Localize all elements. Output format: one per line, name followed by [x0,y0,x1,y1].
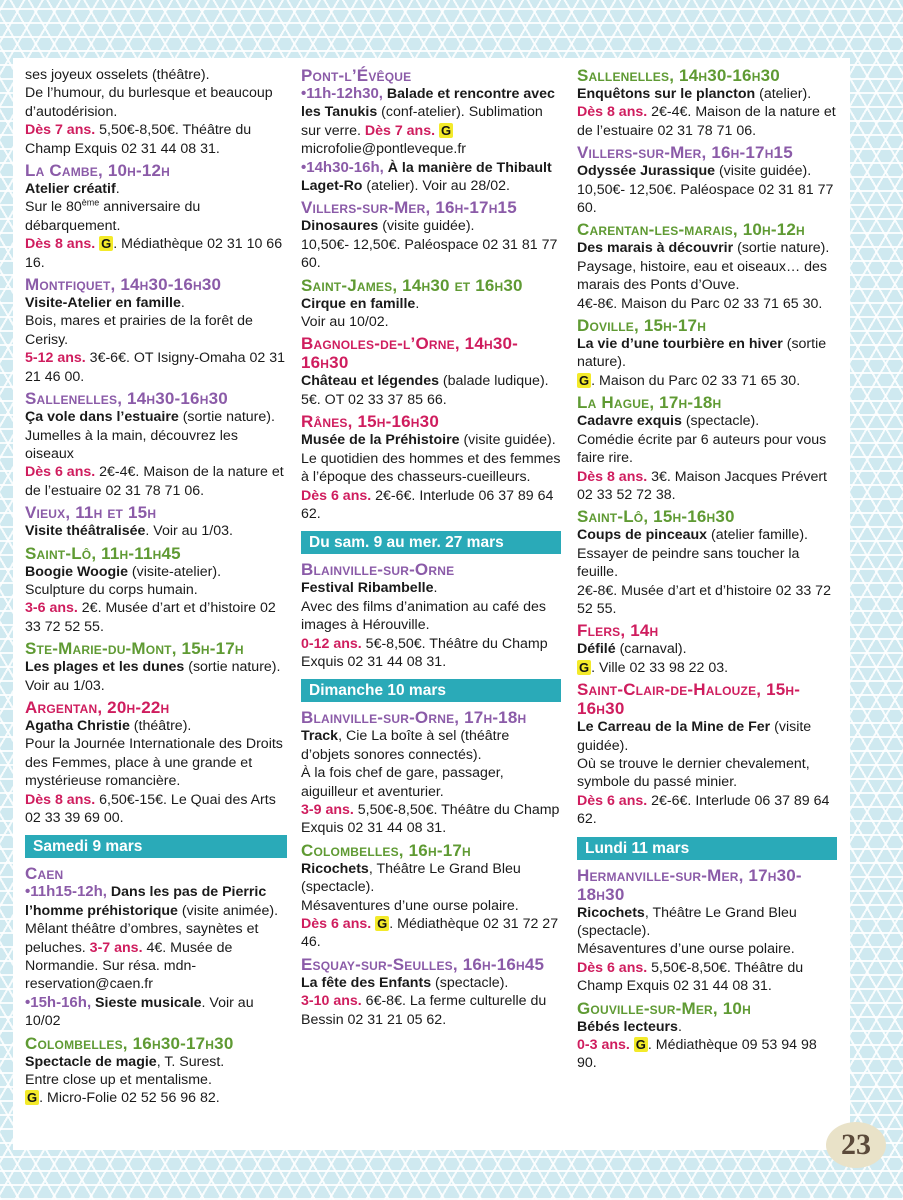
event-city-time: Gouville-sur-Mer, 10h [577,998,751,1018]
event-info: . Médiathèque 02 31 10 66 16. [25,236,283,271]
event-description: (conf-atelier). Sublimation sur verre. [301,104,543,139]
event-type: (spectacle). [681,413,760,430]
event-description: Mésaventures d’une ourse polaire. [301,897,519,914]
event-title: Atelier créatif [25,181,116,198]
event-type: (visite guidée). [715,163,812,180]
event-type: (visite guidée). [577,719,812,754]
event-city-time: Pont-l’Évêque [301,66,412,85]
event-info: 3€. Maison Jacques Prévert 02 33 52 72 38. [577,468,827,503]
punctuation: . [433,580,438,597]
event-city-time: Carentan-les-marais, 10h-12h [577,220,805,240]
event-city-time: Colombelles, 16h30-17h30 [25,1033,234,1053]
event-description: Comédie écrite par 6 auteurs pour vous faire rire. [577,431,827,467]
age-range: 5-12 ans. [25,350,86,367]
event-city-time: La Hague, 17h-18h [577,393,722,413]
event-title: Festival Ribambelle [301,580,434,597]
event-type: (atelier famille). [707,527,808,544]
event-city-time: Blainville-sur-Orne [301,560,455,580]
event-entry [577,220,837,313]
event-entry [301,560,561,671]
event-entry [577,66,837,140]
age-range: 3-10 ans. [301,993,362,1010]
event-info: 4€-8€. Maison du Parc 02 33 71 65 30. [577,295,823,312]
event-city-time: Sallenelles, 14h30-16h30 [25,389,228,409]
event-info: 2€-6€. Interlude 06 37 89 64 62. [301,487,554,522]
event-description: À la fois chef de gare, passager, aiguilleur et aventurier. [301,765,504,800]
event-type: (visite-atelier). [127,563,222,580]
event-title: Dinosaures [301,218,379,235]
event-title: Dans les pas de Pierric l’homme préhistorique [25,884,267,919]
event-info: . Ville 02 33 98 22 03. [591,659,729,676]
age-range: Dès 8 ans. [25,791,96,808]
event-info: 5,50€-8,50€. Théâtre du Champ Exquis 02 31 44 08 31. [577,959,804,995]
event-title: Ricochets [577,904,645,921]
event-title: Cirque en famille [301,295,416,312]
event-type: , T. Surest. [156,1053,225,1070]
event-entry [301,276,561,332]
event-title: Des marais à découvrir [577,240,734,257]
date-header-bar: Dimanche 10 mars [301,679,561,702]
event-description: Bois, mares et prairies de la forêt de Cerisy. [25,313,253,348]
agenda-column-3 [577,66,837,1076]
event-time: •14h30-16h, [301,158,384,176]
event-info: 2€-8€. Musée d’art et d’histoire 02 33 72 52 55. [577,582,831,617]
event-city-time: Caen [25,864,64,884]
event-info: 10,50€- 12,50€. Paléospace 02 31 81 77 60. [577,181,834,217]
event-description: Pour la Journée Internationale des Droits des Femmes, place à une grande et mystérieuse romancière. [25,736,283,790]
event-title: Musée de la Préhistoire [301,432,460,449]
event-entry [25,389,287,500]
event-entry [25,639,287,695]
event-entry [25,698,287,827]
event-description: ses joyeux osselets (théâtre). [25,67,210,83]
event-entry [25,503,287,540]
event-type: (sortie nature). [733,240,830,257]
agenda-page [13,58,850,1150]
event-description: Le quotidien des hommes et des femmes à l’époque des chasseurs-cueilleurs. [301,450,561,486]
event-city-time: Blainville-sur-Orne, 17h-18h [301,708,527,728]
age-range: 0-3 ans. [577,1037,630,1054]
event-info: 2€. Musée d’art et d’histoire 02 33 72 52 55. [25,600,276,635]
event-entry [577,680,837,828]
event-title: Odyssée Jurassique [577,163,716,180]
event-city-time: Saint-Clair-de-Halouze, 15h-16h30 [577,680,801,719]
age-range: Dès 8 ans. [25,236,96,253]
free-badge: G [101,236,112,252]
event-description: Mésaventures d’une ourse polaire. [577,941,795,958]
event-type: (spectacle). [431,974,509,991]
event-entry [577,866,837,996]
event-info: microfolie@pontleveque.fr [301,141,467,158]
event-description: Essayer de peindre sans toucher la feuille. [577,545,800,581]
free-badge: G [377,916,388,931]
event-title: Boogie Woogie [25,563,128,580]
event-info: . Voir au 1/03. [145,523,233,540]
event-entry [301,334,561,409]
event-city-time: Esquay-sur-Seulles, 16h-16h45 [301,954,545,974]
event-type: , Théâtre Le Grand Bleu (spectacle). [577,904,797,939]
event-continued [25,66,287,158]
free-badge: G [441,122,452,138]
event-entry [25,275,287,386]
event-type: (atelier). [755,86,812,102]
event-description: Sur le 80 [25,199,82,216]
event-entry [577,999,837,1073]
event-info: 10,50€- 12,50€. Paléospace 02 31 81 77 60. [301,236,558,272]
age-range: Dès 6 ans. [301,916,372,932]
event-info: 6€-8€. La ferme culturelle du Bessin 02 31 21 05 62. [301,993,547,1028]
event-description: De l’humour, du burlesque et beaucoup d’autodérision. [25,85,273,120]
event-entry [577,393,837,504]
event-city-time: Rânes, 15h-16h30 [301,412,439,432]
event-info: 2€-4€. Maison de la nature et de l’estuaire 02 31 78 71 06. [25,464,284,499]
event-city-time: Saint-Lô, 15h-16h30 [577,507,735,527]
event-title: Coups de pinceaux [577,527,708,544]
punctuation: . [115,181,120,198]
event-city-time: Montfiquet, 14h30-16h30 [25,275,222,295]
event-city-time: Doville, 15h-17h [577,316,707,336]
punctuation: . [180,295,185,312]
event-title: Bébés lecteurs [577,1018,678,1035]
event-city-time: Sallenelles, 14h30-16h30 [577,66,780,85]
event-city-time: Bagnoles-de-l’Orne, 14h30-16h30 [301,334,519,373]
event-title: Track [301,728,339,745]
event-entry [301,955,561,1029]
free-badge: G [27,1090,38,1106]
event-info: 2€-6€. Interlude 06 37 89 64 62. [577,792,830,828]
age-range: Dès 6 ans. [577,959,648,976]
agenda-column-1 [25,66,287,1111]
age-range: 3-6 ans. [25,600,78,617]
event-title: Ricochets [301,860,369,877]
event-title: À la manière de Thibault Laget-Ro [301,159,552,195]
event-city-time: Villers-sur-Mer, 16h-17h15 [301,198,517,218]
event-city-time: Saint-Lô, 11h-11h45 [25,543,181,563]
age-range: Dès 6 ans. [301,487,372,504]
date-header-bar: Samedi 9 mars [25,835,287,858]
event-info: 5€-8,50€. Théâtre du Champ Exquis 02 31 44 08 31. [301,635,548,670]
age-range: Dès 8 ans. [577,468,648,485]
superscript: ème [81,197,100,208]
event-info: . Voir au 10/02 [25,994,254,1030]
event-entry [301,412,561,523]
date-header-bar: Lundi 11 mars [577,837,837,860]
event-city-time: Hermanville-sur-Mer, 17h30-18h30 [577,865,802,904]
event-title: La vie d’une tourbière en hiver [577,336,783,353]
event-entry [577,143,837,217]
event-type: (visite guidée). [378,218,475,235]
event-title: Défilé [577,641,616,658]
event-entry [301,66,561,195]
age-range: Dès 7 ans. [25,122,96,139]
event-info: Voir au 10/02. [301,314,389,331]
event-description: Jumelles à la main, découvrez les oiseaux [25,427,238,462]
event-info: 5€. OT 02 33 37 85 66. [301,391,447,408]
date-header-bar: Du sam. 9 au mer. 27 mars [301,531,561,554]
free-badge: G [579,659,590,675]
event-info: . Médiathèque 09 53 94 98 90. [577,1037,817,1072]
event-info: (atelier). Voir au 28/02. [362,178,510,195]
event-title: Ça vole dans l’estuaire [25,409,179,426]
event-type: (sortie nature). [577,336,827,371]
event-title: Balade et rencontre avec les Tanukis [301,86,555,121]
event-city-time: Flers, 14h [577,621,659,641]
event-time: •11h15-12h, [25,883,107,901]
event-entry [577,621,837,677]
event-info: 4€. Musée de Normandie. Sur résa. mdn-reservation@caen.fr [25,939,233,993]
event-city-time: Argentan, 20h-22h [25,697,170,717]
age-range: 3-7 ans. [85,939,143,956]
event-description: Paysage, histoire, eau et oiseaux… des marais des Ponts d’Ouve. [577,258,828,294]
event-info: 5,50€-8,50€. Théâtre du Champ Exquis 02 31 44 08 31. [25,122,252,157]
event-title: Agatha Christie [25,717,130,734]
event-city-time: Ste-Marie-du-Mont, 15h-17h [25,639,244,659]
event-title: Visite théâtralisée [25,523,146,540]
event-entry [25,1034,287,1108]
page-number: 23 [826,1122,886,1168]
event-title: Château et légendes [301,373,439,390]
free-badge: G [635,1037,646,1053]
event-entry [301,841,561,952]
event-type: , Théâtre Le Grand Bleu (spectacle). [301,860,521,896]
event-type: (sortie nature). [178,409,275,426]
event-description: (visite animée). Mêlant théâtre d’ombres, saynètes et peluches. [25,902,279,956]
punctuation: . [415,295,420,312]
event-title: La fête des Enfants [301,974,432,991]
event-entry [577,507,837,618]
event-info: . Médiathèque 02 31 72 27 46. [301,916,559,951]
event-title: Les plages et les dunes [25,659,185,676]
event-time: •15h-16h, [25,993,92,1011]
event-city-time: Saint-James, 14h30 et 16h30 [301,275,523,295]
event-description: Avec des films d’animation au café des images à Hérouville. [301,598,546,634]
event-description: anniversaire du débarquement. [25,199,201,234]
event-time: •11h-12h30, [301,85,383,102]
age-range: Dès 6 ans. [25,464,96,481]
event-type: , Cie La boîte à sel (théâtre d’objets sonores connectés). [301,728,510,763]
age-range: Dès 7 ans. [360,122,436,139]
event-info: 3€-6€. OT Isigny-Omaha 02 31 21 46 00. [25,350,285,385]
event-type: (carnaval). [615,641,687,658]
age-range: 0-12 ans. [301,635,362,652]
event-title: Enquêtons sur le plancton [577,86,756,102]
event-info: 6,50€-15€. Le Quai des Arts 02 33 39 69 00. [25,791,276,826]
event-entry [301,198,561,272]
event-entry [25,864,287,1030]
event-info: . Micro-Folie 02 52 56 96 82. [39,1090,220,1107]
event-type: (visite guidée). [459,432,556,449]
event-description: Entre close up et mentalisme. [25,1072,212,1089]
age-range: Dès 6 ans. [577,792,648,809]
event-entry [25,161,287,272]
event-title: Cadavre exquis [577,413,682,430]
event-info: 2€-4€. Maison de la nature et de l’estuaire 02 31 78 71 06. [577,104,836,139]
event-type: (théâtre). [129,717,192,734]
event-title: Le Carreau de la Mine de Fer [577,719,771,736]
event-info: . Maison du Parc 02 33 71 65 30. [591,372,801,389]
event-entry [301,708,561,837]
agenda-column-2 [301,66,561,1032]
event-title: Sieste musicale [91,994,202,1011]
event-title: Spectacle de magie [25,1053,157,1070]
free-badge: G [579,372,590,388]
punctuation: . [677,1018,682,1035]
event-title: Visite-Atelier en famille [25,295,181,312]
event-city-time: Colombelles, 16h-17h [301,840,471,860]
event-info: 5,50€-8,50€. Théâtre du Champ Exquis 02 31 44 08 31. [301,801,560,837]
event-city-time: Villers-sur-Mer, 16h-17h15 [577,143,793,163]
event-entry [25,544,287,637]
age-range: Dès 8 ans. [577,104,648,121]
age-range: 3-9 ans. [301,801,354,818]
event-city-time: Vieux, 11h et 15h [25,503,157,523]
event-description: Sculpture du corps humain. [25,581,198,598]
event-city-time: La Cambe, 10h-12h [25,161,171,181]
event-type: (sortie nature). Voir au 1/03. [25,659,281,694]
event-entry [577,316,837,390]
event-description: Où se trouve le dernier chevalement, symbole du passé minier. [577,755,810,791]
event-type: (balade ludique). [438,373,549,390]
